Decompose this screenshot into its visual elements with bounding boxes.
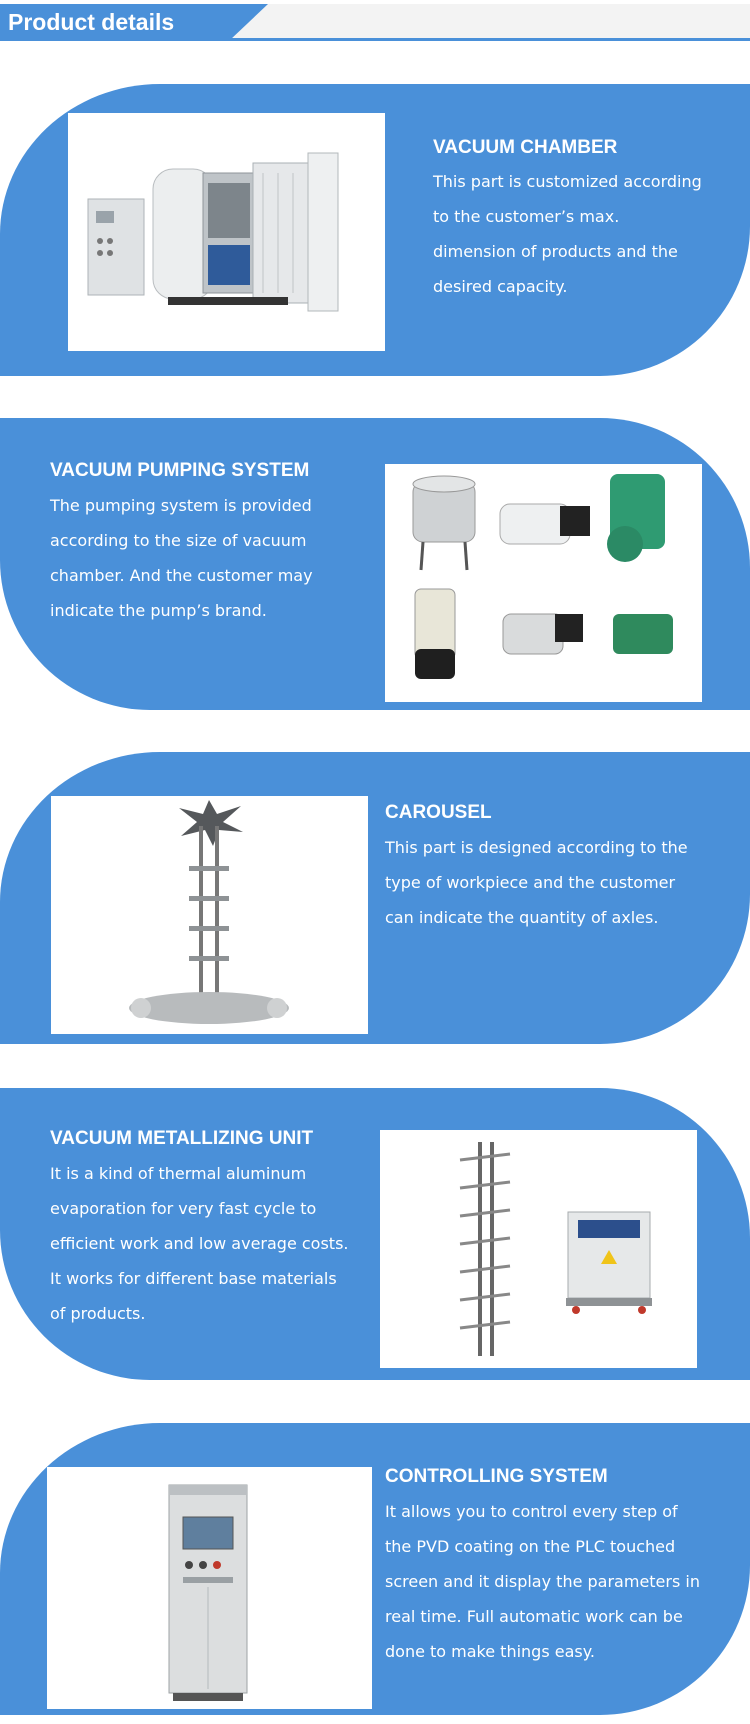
section-title: VACUUM PUMPING SYSTEM [50,460,310,481]
vacuum-chamber-machine-icon [68,113,385,351]
vacuum-pumps-icon [385,464,702,702]
page-title: Product details [8,9,175,35]
section-description: This part is designed according to the type of workpiece and the customer can indicate the quantity of axles. [385,838,688,927]
section-description: It allows you to control every step of the PVD coating on the PLC touched screen and it display the parameters in real time. Full automatic work can be done to make things easy. [385,1502,700,1661]
section-title: VACUUM CHAMBER [433,137,618,158]
header-underline [0,38,750,41]
carousel-rack-icon [51,796,368,1034]
page-header [0,0,750,44]
section-description: The pumping system is provided according to the size of vacuum chamber. And the customer may indicate the pump’s brand. [50,496,313,620]
section-title: CAROUSEL [385,802,492,823]
metallizing-unit-icon [380,1130,697,1368]
section-title: VACUUM METALLIZING UNIT [50,1128,314,1149]
section-title: CONTROLLING SYSTEM [385,1466,608,1487]
section-description: This part is customized according to the customer’s max. dimension of products and the desired capacity. [433,172,702,296]
control-cabinet-icon [47,1467,372,1709]
section-description: It is a kind of thermal aluminum evaporation for very fast cycle to efficient work and low average costs. It works for different base materials of products. [50,1164,349,1323]
